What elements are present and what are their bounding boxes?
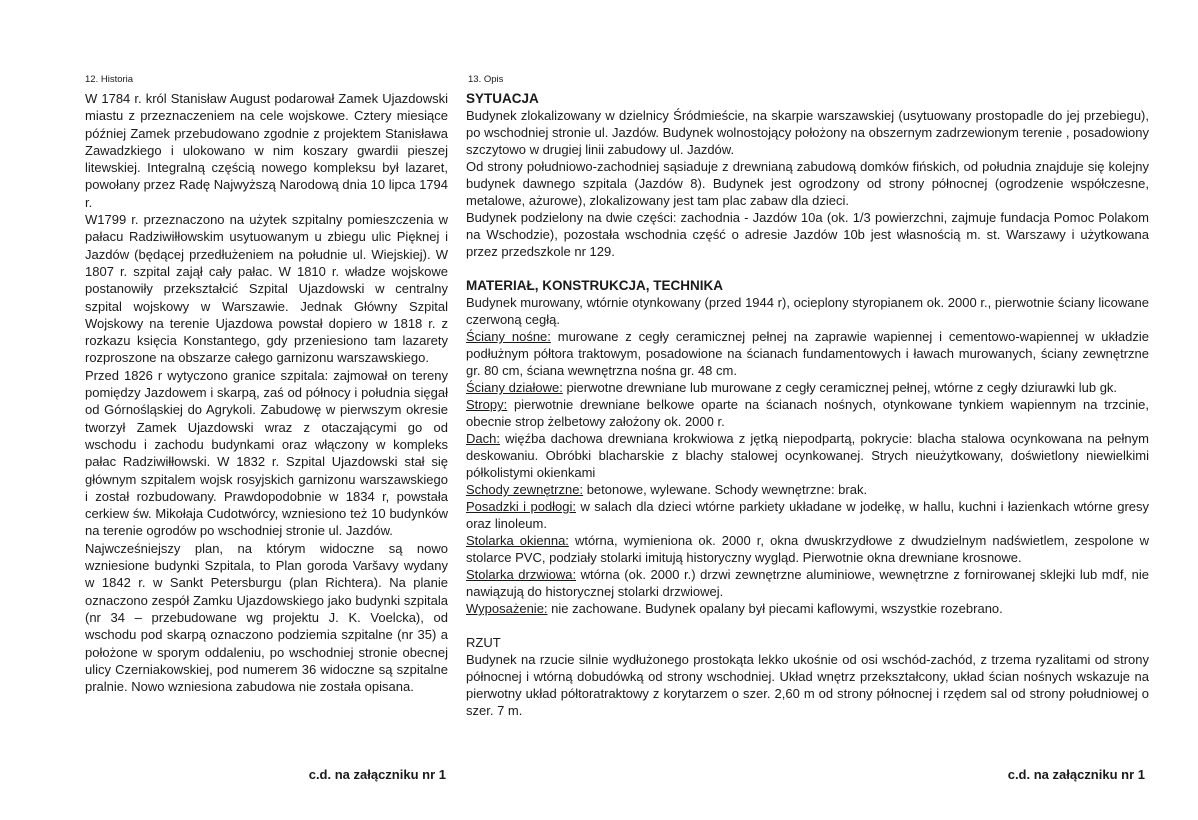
material-item: [466, 430, 1149, 481]
material-item-term: Posadzki i podłogi:: [466, 499, 577, 514]
material-item-text: wtórna, wymieniona ok. 2000 r, okna dwuskrzydłowe z dwudzielnym nadświetlem, zespolone w stolarce PVC, podziały stolarki imitują historyczny wygląd. Pierwotnie okna drewniane krosnowe.: [466, 533, 1150, 565]
rzut-paragraph: Budynek na rzucie silnie wydłużonego prostokąta lekko ukośnie od osi wschód-zachód, z trzema ryzalitami od strony północnej i wtórną dobudówką od strony wschodniej. Układ wnętrz przekształcony, układ ścian nośnych wskazuje na pierwotny układ półtoratraktowy z korytarzem o szer. 2,60 m od strony północnej i rzędem sal od strony południowej o szer. 7 m.: [466, 652, 1149, 718]
history-paragraph: Najwcześniejszy plan, na którym widoczne są nowo wzniesione budynki Szpitala, to Plan goroda Varšavy wydany w 1842 r. w Sankt Petersburgu (plan Richtera). Na planie oznaczono zespół Zamku Ujazdowskiego jako budynki szpitala (nr 34 – przebudowane wg projektu J. K. Voelcka), od wschodu pod skarpą oznaczono podziemia szpitalne (nr 35) a położone w sporym oddaleniu, po wschodniej stronie obecnej ulicy Czerniakowskiej, pod numerem 36 widoczne są szpitalne pralnie. Nowo wzniesiona zabudowa nie została opisana.: [85, 540, 448, 695]
material-item-text: w salach dla dzieci wtórne parkiety układane w jodełkę, w hallu, kuchni i łazienkach wtórne gresy oraz linoleum.: [466, 499, 1149, 531]
material-item: [466, 600, 1149, 617]
sytuacja-paragraph: Budynek zlokalizowany w dzielnicy Śródmieście, na skarpie warszawskiej (usytuowany prostopadle do jej przebiegu), po wschodniej stronie ul. Jazdów. Budynek wolnostojący położony na obszernym zadrzewionym terenie , posadowiony szczytowo w drugiej linii zabudowy ul. Jazdów.: [466, 108, 1149, 157]
material-item-term: Ściany działowe:: [466, 380, 563, 395]
description-text: [466, 90, 1149, 719]
material-item-text: pierwotnie drewniane belkowe oparte na ścianach nośnych, otynkowane tynkiem wapiennym na trzcinie, obecnie strop żelbetowy założony ok. 2000 r.: [466, 397, 1149, 429]
material-heading: MATERIAŁ, KONSTRUKCJA, TECHNIKA: [466, 278, 723, 293]
sytuacja-heading: SYTUACJA: [466, 91, 539, 106]
material-item-text: więźba dachowa drewniana krokwiowa z jętką niepodpartą, pokrycie: blacha stalowa ocynkowana na pełnym deskowaniu. Obróbki blacharskie z blachy stalowej ocynkowanej. Strych nieużytkowany, doświetlony niewielkimi półkolistymi okienkami: [466, 431, 1149, 480]
sytuacja-paragraph: Od strony południowo-zachodniej sąsiaduje z drewnianą zabudową domków fińskich, od południa znajduje się kolejny budynek dawnego szpitala (Jazdów 8). Budynek jest ogrodzony od strony północnej (ogrodzenie współczesne, metalowe, ażurowe), zlokalizowany jest tam plac zabaw dla dzieci.: [466, 159, 1149, 208]
material-item-text: murowane z cegły ceramicznej pełnej na zaprawie wapiennej i cementowo-wapiennej w układzie podłużnym półtora traktowym, posadowione na ścianach fundamentowych i ławach murowanych, ściany zewnętrzne gr. 80 cm, ściana wewnętrzna nośna gr. 48 cm.: [466, 329, 1149, 378]
history-text: [85, 90, 448, 695]
material-item: [466, 379, 1149, 396]
history-paragraph: W1799 r. przeznaczono na użytek szpitalny pomieszczenia w pałacu Radziwiłłowskim usytuowanym u zbiegu ulic Pięknej i Jazdów (będącej przedłużeniem na południe ul. Wiejskiej). W 1807 r. szpital zajął cały pałac. W 1810 r. władze wojskowe postanowiły przekształcić Szpital Ujazdowski w centralny szpital wojskowy w Warszawie. Jednak Główny Szpital Wojskowy na terenie Ujazdowa powstał dopiero w 1818 r. z rozkazu księcia Konstantego, gdy przeniesiono tam lazarety rozproszone na obszarze całego garnizonu warszawskiego.: [85, 212, 448, 366]
material-item-text: wtórna (ok. 2000 r.) drzwi zewnętrzne aluminiowe, wewnętrzne z fornirowanej sklejki lub mdf, nie nawiązują do historycznej stolarki drzwiowej.: [466, 567, 1149, 599]
material-item-text: betonowe, wylewane. Schody wewnętrzne: brak.: [583, 482, 868, 497]
material-intro: Budynek murowany, wtórnie otynkowany (przed 1944 r), ocieplony styropianem ok. 2000 r., pierwotnie ściany licowane czerwoną cegłą.: [466, 295, 1149, 327]
material-item: [466, 532, 1149, 566]
material-item-term: Dach:: [466, 431, 500, 446]
rzut-heading: RZUT: [466, 635, 501, 650]
material-item: [466, 481, 1149, 498]
material-item-term: Wyposażenie:: [466, 601, 548, 616]
material-item: [466, 396, 1149, 430]
material-item: [466, 566, 1149, 600]
sytuacja-paragraph: Budynek podzielony na dwie części: zachodnia - Jazdów 10a (ok. 1/3 powierzchni, zajmuje fundacja Pomoc Polakom na Wschodzie), pozostała wschodnia część o adresie Jazdów 10b jest własnością m. st. Warszawy i użytkowana przez przedszkole nr 129.: [466, 210, 1149, 259]
description-continuation-note: c.d. na załączniku nr 1: [1007, 767, 1145, 782]
material-item-term: Stropy:: [466, 397, 508, 412]
material-item-term: Stolarka okienna:: [466, 533, 569, 548]
history-paragraph: Przed 1826 r wytyczono granice szpitala: zajmował on tereny pomiędzy Jazdowem i skarpą, zaś od północy i południa sięgał od Górnośląskiej do Agrykoli. Zabudowę w pierwszym okresie tworzył Zamek Ujazdowski wraz z otaczającymi go od wschodu i zachodu budynkami oraz włączony w kompleks pałac Radziwiłłowski. W 1832 r. Szpital Ujazdowski stał się głównym szpitalem wojsk rosyjskich garnizonu warszawskiego i został rozbudowany. Prawdopodobnie w 1834 r, powstała cerkiew św. Mikołaja Cudotwórcy, wzniesiono też 10 budynków na terenie ogrodów po wschodniej stronie ul. Jazdów.: [85, 367, 448, 539]
material-item-text: nie zachowane. Budynek opalany był piecami kaflowymi, wszystkie rozebrano.: [547, 601, 1003, 616]
history-section-label: 12. Historia: [85, 74, 134, 85]
material-item-text: pierwotne drewniane lub murowane z cegły ceramicznej pełnej, wtórne z cegły dziurawki lub gk.: [562, 380, 1118, 395]
material-item-term: Stolarka drzwiowa:: [466, 567, 577, 582]
history-continuation-note: c.d. na załączniku nr 1: [308, 767, 446, 782]
description-column: [463, 0, 1153, 820]
material-item-term: Schody zewnętrzne:: [466, 482, 584, 497]
material-item-term: Ściany nośne:: [466, 329, 551, 344]
history-paragraph: W 1784 r. król Stanisław August podarował Zamek Ujazdowski miastu z przeznaczeniem na cele wojskowe. Cztery miesiące później Zamek przebudowano zgodnie z projektem Stanisława Zawadzkiego i ulokowano w nim koszary gwardii pieszej litewskiej. Integralną częścią nowego kompleksu był lazaret, powołany przez Radę Najwyższą Narodową dnia 10 lipca 1794 r.: [85, 91, 448, 210]
material-item: [466, 328, 1149, 379]
history-column: [82, 0, 452, 820]
material-item: [466, 498, 1149, 532]
description-section-label: 13. Opis: [468, 74, 504, 85]
